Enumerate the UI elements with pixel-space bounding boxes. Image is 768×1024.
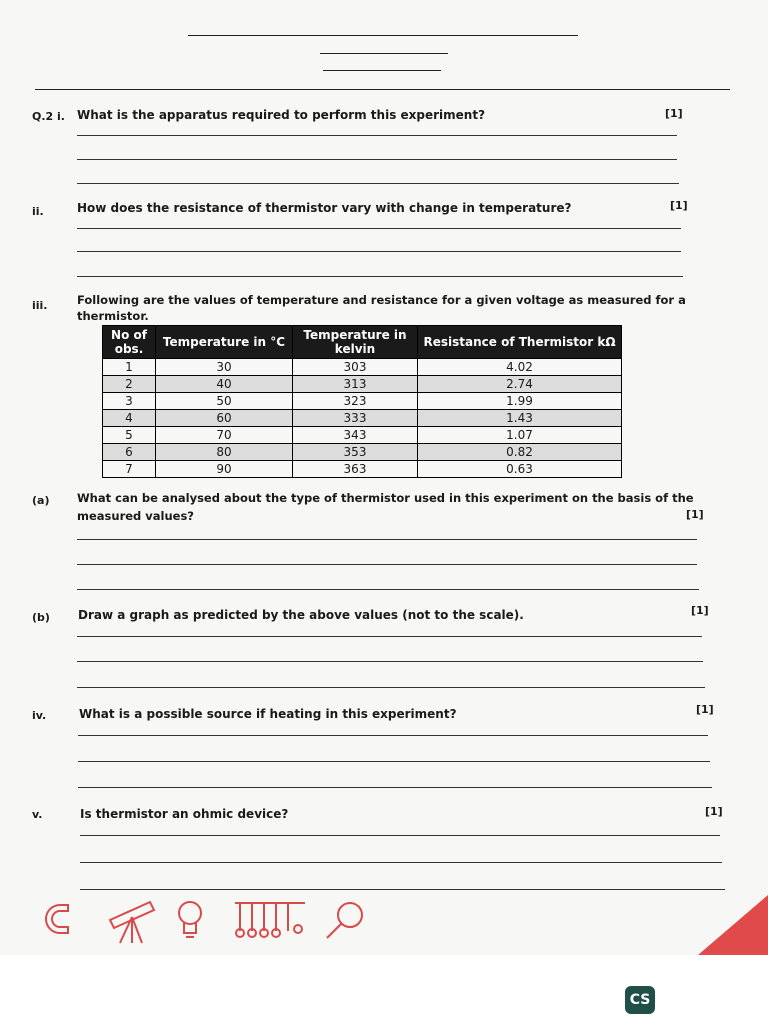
question-number: iv.	[32, 709, 47, 722]
table-header: Resistance of Thermistor kΩ	[418, 326, 622, 359]
answer-line[interactable]	[77, 589, 699, 590]
table-header: Temperature in kelvin	[293, 326, 418, 359]
data-table	[102, 325, 622, 478]
table-row	[103, 359, 622, 376]
table-cell: 323	[293, 393, 418, 410]
table-cell: 7	[103, 461, 156, 478]
table-header: Temperature in °C	[156, 326, 293, 359]
table-cell: 6	[103, 444, 156, 461]
table-cell: 80	[156, 444, 293, 461]
answer-line[interactable]	[77, 564, 697, 565]
mark: [1]	[705, 805, 723, 818]
table-cell: 1.43	[418, 410, 622, 427]
question-text-line-2: measured values?	[77, 509, 194, 523]
answer-line[interactable]	[77, 539, 697, 540]
question-number: ii.	[32, 205, 44, 218]
table-header: No of obs.	[103, 326, 156, 359]
question-number: v.	[32, 808, 43, 821]
magnet-icon	[46, 905, 68, 933]
table-cell: 1	[103, 359, 156, 376]
table-row	[103, 444, 622, 461]
table-cell: 90	[156, 461, 293, 478]
answer-line[interactable]	[78, 787, 712, 788]
question-text-line-1: What can be analysed about the type of thermistor used in this experiment on the basis of the	[77, 491, 694, 505]
answer-line[interactable]	[77, 135, 677, 136]
table-cell: 30	[156, 359, 293, 376]
answer-line[interactable]	[78, 735, 708, 736]
header-rule-1	[188, 35, 578, 36]
table-cell: 313	[293, 376, 418, 393]
mark: [1]	[670, 199, 688, 212]
table-cell: 2.74	[418, 376, 622, 393]
table-row	[103, 393, 622, 410]
lightbulb-icon	[179, 902, 201, 937]
table-cell: 4.02	[418, 359, 622, 376]
answer-line[interactable]	[77, 251, 681, 252]
header-rule-4	[35, 89, 730, 90]
newtons-cradle-icon	[235, 903, 305, 937]
question-text-line-2: thermistor.	[77, 309, 149, 323]
question-text: How does the resistance of thermistor vary with change in temperature?	[77, 201, 572, 215]
answer-line[interactable]	[80, 889, 725, 890]
table-cell: 353	[293, 444, 418, 461]
question-text: What is the apparatus required to perform this experiment?	[77, 108, 486, 122]
question-number: Q.2 i.	[32, 110, 65, 123]
question-number: iii.	[32, 299, 48, 312]
page-corner-fold	[698, 895, 768, 955]
mark: [1]	[665, 107, 683, 120]
table-cell: 5	[103, 427, 156, 444]
table-cell: 363	[293, 461, 418, 478]
table-cell: 0.63	[418, 461, 622, 478]
table-row	[103, 376, 622, 393]
table-cell: 60	[156, 410, 293, 427]
table-cell: 343	[293, 427, 418, 444]
table-cell: 70	[156, 427, 293, 444]
mark: [1]	[686, 508, 704, 521]
answer-line[interactable]	[77, 183, 679, 184]
question-text: Draw a graph as predicted by the above values (not to the scale).	[78, 608, 524, 622]
answer-line[interactable]	[80, 835, 720, 836]
answer-line[interactable]	[77, 687, 705, 688]
table-row	[103, 410, 622, 427]
table-cell: 2	[103, 376, 156, 393]
table-cell: 333	[293, 410, 418, 427]
question-number: (b)	[32, 611, 50, 624]
answer-line[interactable]	[78, 761, 710, 762]
table-cell: 0.82	[418, 444, 622, 461]
table-cell: 4	[103, 410, 156, 427]
table-cell: 1.07	[418, 427, 622, 444]
table-cell: 50	[156, 393, 293, 410]
science-doodles	[40, 895, 370, 945]
mark: [1]	[691, 604, 709, 617]
answer-line[interactable]	[80, 862, 722, 863]
header-rule-3	[323, 70, 441, 71]
table-row	[103, 427, 622, 444]
question-text: Is thermistor an ohmic device?	[80, 807, 289, 821]
table-cell: 303	[293, 359, 418, 376]
magnifying-glass-icon	[327, 903, 362, 938]
answer-line[interactable]	[77, 276, 683, 277]
question-text: What is a possible source if heating in this experiment?	[79, 707, 457, 721]
answer-line[interactable]	[77, 661, 703, 662]
answer-line[interactable]	[77, 636, 702, 637]
camscanner-badge: CS	[625, 986, 655, 1014]
table-cell: 40	[156, 376, 293, 393]
header-rule-2	[320, 53, 448, 54]
table-cell: 3	[103, 393, 156, 410]
answer-line[interactable]	[77, 159, 677, 160]
question-number: (a)	[32, 494, 50, 507]
answer-line[interactable]	[77, 228, 681, 229]
table-cell: 1.99	[418, 393, 622, 410]
table-row	[103, 461, 622, 478]
mark: [1]	[696, 703, 714, 716]
question-text-line-1: Following are the values of temperature and resistance for a given voltage as measured for a	[77, 293, 686, 307]
telescope-icon	[110, 902, 154, 943]
